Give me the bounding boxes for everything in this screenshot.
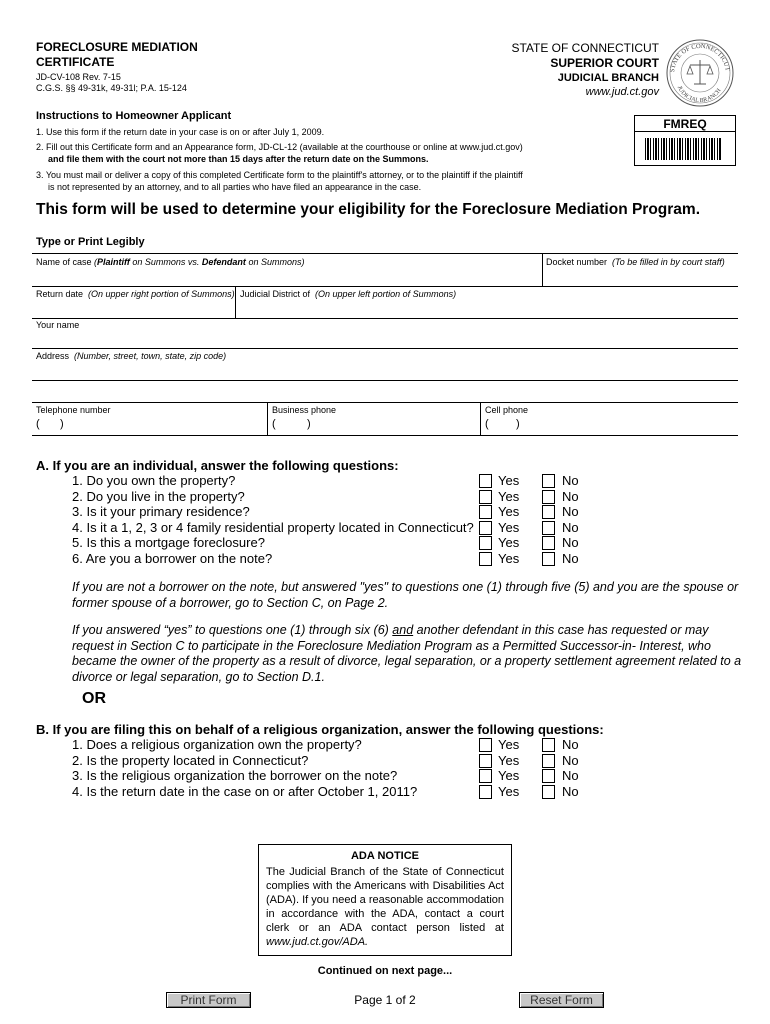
b1-no-label: No xyxy=(562,737,579,752)
telephone-input[interactable] xyxy=(66,416,264,433)
b3-yes-label: Yes xyxy=(498,768,520,783)
b2-no-checkbox[interactable] xyxy=(542,754,555,768)
a1-yes-label: Yes xyxy=(498,473,520,488)
instruction-3: 3. You must mail or deliver a copy of this completed Certificate form to the plaintiff's attorney, or to the plaintiff if the plaintiff xyxy=(36,170,523,180)
a5-yes-label: Yes xyxy=(498,535,520,550)
b3-no-checkbox[interactable] xyxy=(542,769,555,783)
a3-yes-label: Yes xyxy=(498,504,520,519)
b4-yes-checkbox[interactable] xyxy=(479,785,492,799)
a4-yes-checkbox[interactable] xyxy=(479,521,492,535)
section-b-question-3: 3. Is the religious organization the borrower on the note? xyxy=(72,768,398,783)
a5-no-checkbox[interactable] xyxy=(542,536,555,550)
state-name: STATE OF CONNECTICUT xyxy=(511,41,659,55)
cell-paren-open: ( xyxy=(485,418,489,430)
b4-no-label: No xyxy=(562,784,579,799)
a4-no-checkbox[interactable] xyxy=(542,521,555,535)
a5-yes-checkbox[interactable] xyxy=(479,536,492,550)
b2-yes-label: Yes xyxy=(498,753,520,768)
continued-note: Continued on next page... xyxy=(317,965,453,977)
a2-yes-checkbox[interactable] xyxy=(479,490,492,504)
a6-no-label: No xyxy=(562,551,579,566)
or-divider: OR xyxy=(82,690,106,707)
a2-yes-label: Yes xyxy=(498,489,520,504)
instructions-heading: Instructions to Homeowner Applicant xyxy=(36,110,232,122)
telephone-label: Telephone number xyxy=(36,405,111,415)
b3-no-label: No xyxy=(562,768,579,783)
judicial-district-label: Judicial District of (On upper left portion of Summons) xyxy=(240,289,457,299)
address-input-2[interactable] xyxy=(34,382,736,400)
cell-paren-close: ) xyxy=(516,418,520,430)
a4-yes-label: Yes xyxy=(498,520,520,535)
reset-form-button[interactable]: Reset Form xyxy=(519,992,604,1008)
b1-no-checkbox[interactable] xyxy=(542,738,555,752)
a6-yes-checkbox[interactable] xyxy=(479,552,492,566)
form-title-line-2: CERTIFICATE xyxy=(36,55,115,69)
cell-phone-label: Cell phone xyxy=(485,405,529,415)
b4-no-checkbox[interactable] xyxy=(542,785,555,799)
b1-yes-checkbox[interactable] xyxy=(479,738,492,752)
type-legibly: Type or Print Legibly xyxy=(36,236,145,248)
b4-yes-label: Yes xyxy=(498,784,520,799)
return-date-label: Return date (On upper right portion of Summons) xyxy=(36,289,235,299)
instruction-2-cont: and file them with the court not more than 15 days after the return date on the Summons. xyxy=(48,154,429,164)
a6-no-checkbox[interactable] xyxy=(542,552,555,566)
address-input-1[interactable] xyxy=(34,361,736,379)
form-number: JD-CV-108 Rev. 7-15 xyxy=(36,72,121,82)
section-b-question-4: 4. Is the return date in the case on or after October 1, 2011? xyxy=(72,784,418,799)
a1-yes-checkbox[interactable] xyxy=(479,474,492,488)
business-phone-label: Business phone xyxy=(272,405,337,415)
b2-yes-checkbox[interactable] xyxy=(479,754,492,768)
business-paren-open: ( xyxy=(272,418,276,430)
a3-no-checkbox[interactable] xyxy=(542,505,555,519)
a2-no-label: No xyxy=(562,489,579,504)
return-date-input[interactable] xyxy=(34,299,233,318)
your-name-input[interactable] xyxy=(34,330,736,348)
seal-text-top: STATE OF CONNECTICUT xyxy=(669,42,731,73)
section-a-question-3: 3. Is it your primary residence? xyxy=(72,504,250,519)
section-a-note-successor: If you answered “yes” to questions one (1) through six (6) and another defendant in this case has requested or may request in Section C to participate in the Foreclosure Mediation Program as a Permitted Successor-in- Interest, who became the owner of the property as a result of divorce, legal separation, or a property settlement agreement related to a divorce or legal separation, go to Section D.1. xyxy=(72,623,742,684)
main-heading: This form will be used to determine your eligibility for the Foreclosure Mediation Program. xyxy=(36,201,701,218)
a4-no-label: No xyxy=(562,520,579,535)
section-b-heading: B. If you are filing this on behalf of a religious organization, answer the following questions: xyxy=(36,722,604,737)
section-a-note-spouse: If you are not a borrower on the note, but answered "yes" to questions one (1) through five (5) and you are the spouse or former spouse of a borrower, go to Section C, on Page 2. xyxy=(72,580,739,610)
b3-yes-checkbox[interactable] xyxy=(479,769,492,783)
docket-input[interactable] xyxy=(544,267,736,286)
section-a-question-6: 6. Are you a borrower on the note? xyxy=(72,551,273,566)
form-code-divider xyxy=(634,131,736,132)
case-name-label: Name of case (Plaintiff on Summons vs. Defendant on Summons) xyxy=(36,257,305,267)
a6-yes-label: Yes xyxy=(498,551,520,566)
form-title-line-1: FORECLOSURE MEDIATION xyxy=(36,40,198,54)
section-a-question-1: 1. Do you own the property? xyxy=(72,473,236,488)
address-label: Address (Number, street, town, state, zip code) xyxy=(36,351,227,361)
section-b-question-1: 1. Does a religious organization own the property? xyxy=(72,737,362,752)
a3-yes-checkbox[interactable] xyxy=(479,505,492,519)
barcode xyxy=(645,138,721,160)
seal-text-bottom: JUDICIAL BRANCH xyxy=(675,85,723,105)
ada-notice-body: The Judicial Branch of the State of Connecticut complies with the Americans with Disabilities Act (ADA). If you need a reasonable accommodation in accordance with the ADA, contact a court clerk or an ADA contact person listed at www.jud.ct.gov/ADA. xyxy=(266,866,504,948)
your-name-label: Your name xyxy=(36,320,80,330)
cell-phone-input[interactable] xyxy=(522,416,736,433)
business-paren-close: ) xyxy=(307,418,311,430)
a1-no-checkbox[interactable] xyxy=(542,474,555,488)
section-b-question-2: 2. Is the property located in Connecticut? xyxy=(72,753,309,768)
print-form-button[interactable]: Print Form xyxy=(166,992,251,1008)
docket-label: Docket number (To be filled in by court staff) xyxy=(546,257,725,267)
b2-no-label: No xyxy=(562,753,579,768)
section-a-question-2: 2. Do you live in the property? xyxy=(72,489,245,504)
case-name-input[interactable] xyxy=(34,267,540,286)
a3-no-label: No xyxy=(562,504,579,519)
statutes: C.G.S. §§ 49-31k, 49-31l; P.A. 15-124 xyxy=(36,83,187,93)
branch-name: JUDICIAL BRANCH xyxy=(557,72,659,84)
website: www.jud.ct.gov xyxy=(585,86,659,98)
court-seal-icon xyxy=(664,38,736,108)
a2-no-checkbox[interactable] xyxy=(542,490,555,504)
section-a-heading: A. If you are an individual, answer the following questions: xyxy=(36,458,399,473)
page-number: Page 1 of 2 xyxy=(354,993,416,1007)
instruction-3-cont: is not represented by an attorney, and to all parties who have filed an appearance in the case. xyxy=(48,182,422,192)
form-code: FMREQ xyxy=(663,117,707,131)
court-name: SUPERIOR COURT xyxy=(550,56,659,70)
judicial-district-input[interactable] xyxy=(238,299,736,318)
business-phone-input[interactable] xyxy=(313,416,477,433)
instruction-1: 1. Use this form if the return date in your case is on or after July 1, 2009. xyxy=(36,127,325,137)
section-a-question-4: 4. Is it a 1, 2, 3 or 4 family residential property located in Connecticut? xyxy=(72,520,474,535)
instruction-2: 2. Fill out this Certificate form and an Appearance form, JD-CL-12 (available at the courthouse or online at www.jud.ct.gov) xyxy=(36,142,523,152)
ada-notice-title: ADA NOTICE xyxy=(350,850,420,862)
b1-yes-label: Yes xyxy=(498,737,520,752)
telephone-paren-close: ) xyxy=(60,418,64,430)
telephone-paren-open: ( xyxy=(36,418,40,430)
section-a-question-5: 5. Is this a mortgage foreclosure? xyxy=(72,535,265,550)
a1-no-label: No xyxy=(562,473,579,488)
a5-no-label: No xyxy=(562,535,579,550)
